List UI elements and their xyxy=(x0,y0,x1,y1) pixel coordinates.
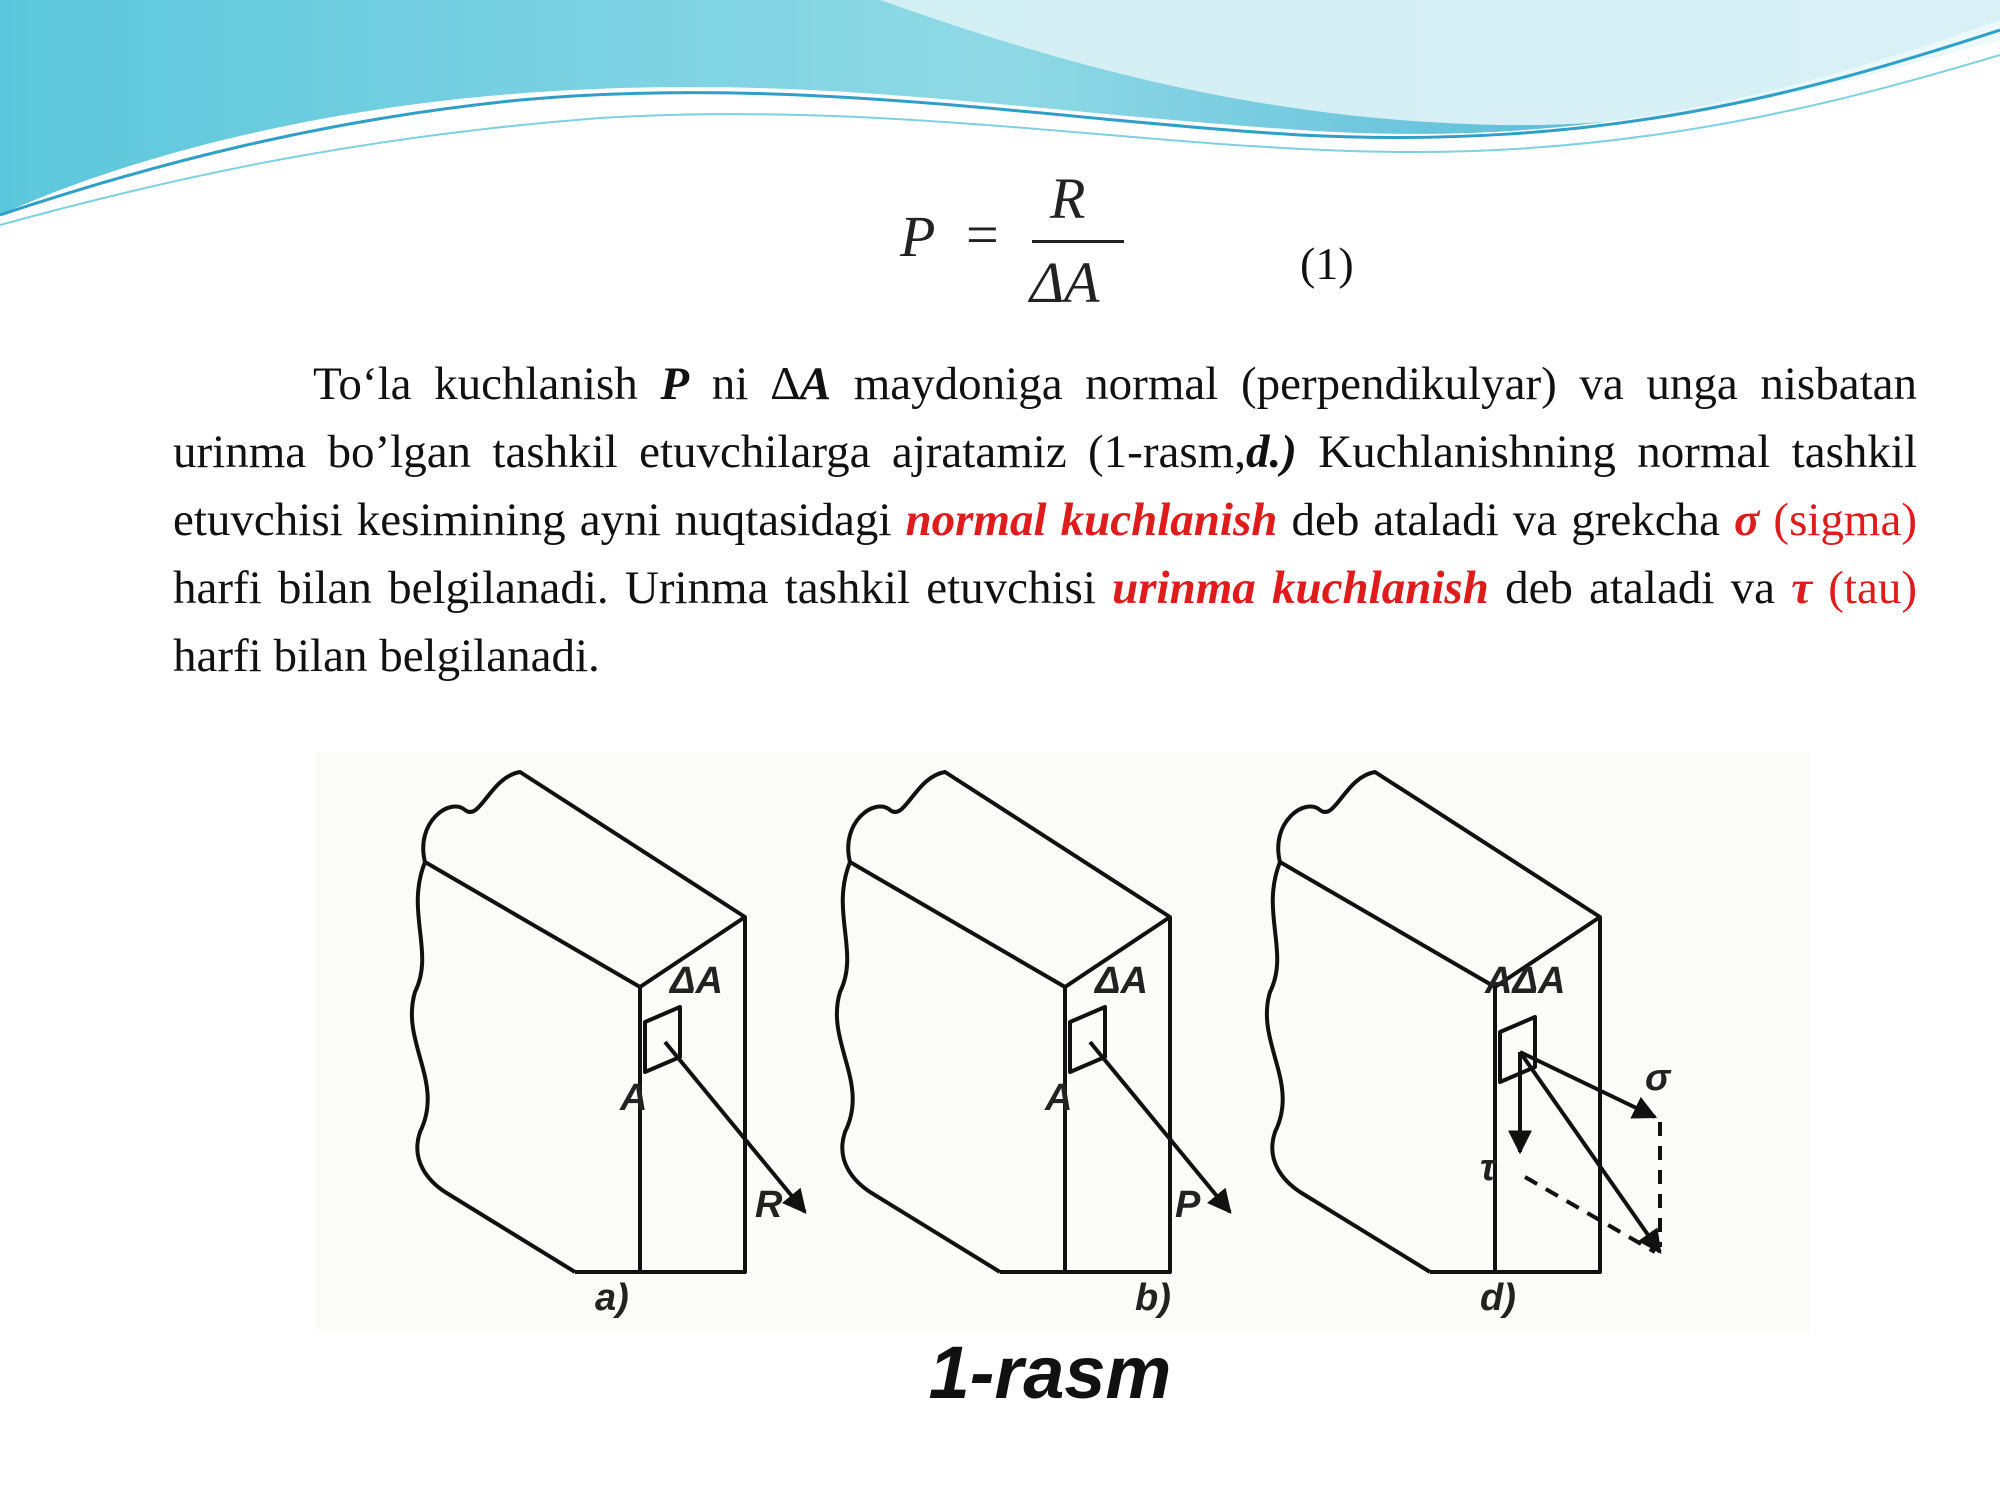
text-run: Kuchlanishning normal tashkil etuvchisi kesimining ayni nuqtasidagi xyxy=(173,426,1917,546)
text-run: harfi bilan belgilanadi. xyxy=(173,630,600,682)
panel-b-area-label: ΔA xyxy=(1095,960,1148,1002)
panel-a-drawing xyxy=(412,772,805,1272)
panel-d-sigma-label: σ xyxy=(1645,1057,1671,1099)
text-run: maydoniga normal (perpendikulyar) va unga nisbatan urinma bo’lgan tashkil etuvchilarga ajratamiz (1-rasm, xyxy=(173,358,1917,478)
figure-ref-d: d.) xyxy=(1245,426,1297,478)
panel-b-vector-label: P xyxy=(1175,1184,1201,1226)
formula-lhs: P xyxy=(900,204,936,269)
formula-denominator: ΔA xyxy=(1030,250,1100,315)
term-normal-kuchlanish: normal kuchlanish xyxy=(905,494,1278,546)
body-paragraph xyxy=(173,350,1917,690)
panel-d-area-label: AΔA xyxy=(1485,960,1566,1002)
text-run: deb ataladi va grekcha xyxy=(1277,494,1734,546)
panel-d-tau-label: τ xyxy=(1480,1147,1496,1189)
formula-equals: = xyxy=(966,202,999,267)
panel-a-vector-label: R xyxy=(755,1184,783,1226)
text-run: To‘la kuchlanish xyxy=(313,358,661,410)
symbol-A: A xyxy=(799,358,832,410)
equation-number: (1) xyxy=(1300,238,1354,289)
symbol-P: P xyxy=(660,358,690,410)
fraction-bar xyxy=(1032,240,1124,243)
symbol-tau: τ xyxy=(1791,562,1813,614)
term-urinma-kuchlanish: urinma kuchlanish xyxy=(1112,562,1489,614)
formula xyxy=(900,165,1140,325)
text-run: deb ataladi va xyxy=(1488,562,1792,614)
panel-b-point-label: A xyxy=(1045,1077,1073,1119)
panel-a-area-label: ΔA xyxy=(670,960,723,1002)
panel-a-label: a) xyxy=(595,1277,629,1319)
figure-caption: 1-rasm xyxy=(928,1331,1172,1414)
panel-b-drawing xyxy=(837,772,1230,1272)
panel-a-point-label: A xyxy=(620,1077,648,1119)
text-run: ni ∆ xyxy=(689,358,800,410)
tau-name: (tau) xyxy=(1812,562,1917,614)
text-run: harfi bilan belgilanadi. Urinma tashkil etuvchisi xyxy=(173,562,1113,614)
figure-drawing xyxy=(315,752,1810,1332)
figure-stress-components xyxy=(315,752,1810,1332)
formula-numerator: R xyxy=(1050,166,1086,231)
panel-b-label: b) xyxy=(1135,1277,1171,1319)
panel-d-label: d) xyxy=(1480,1277,1516,1319)
symbol-sigma: σ xyxy=(1734,494,1760,546)
panel-d-drawing xyxy=(1267,772,1660,1272)
sigma-name: (sigma) xyxy=(1759,494,1917,546)
